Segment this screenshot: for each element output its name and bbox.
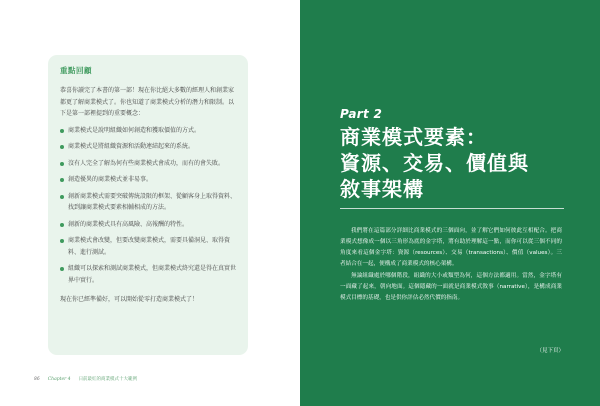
page-footer — [34, 376, 137, 382]
recap-box — [48, 55, 248, 355]
recap-bullet-text: 創新的商業模式具有高風險、高報酬的特性。 — [68, 220, 189, 228]
recap-bullet-list — [60, 125, 236, 287]
part-intro-body — [340, 226, 562, 305]
recap-bullet-text: 組織可以探索和測試商業模式，但商業模式終究還是得在真實世界中實行。 — [68, 265, 237, 284]
intro-paragraph: 無論組織處於哪個階段，組織的大小或類型為何，這個方法都適用。當然，金字塔有一面藏了起來，朝向地面。這個隱藏的一面就是商業模式敘事（narrative），是構成商業模式目標的基礎，也是供你評估必然代價的指南。 — [340, 273, 562, 301]
recap-bullet-text: 創造優異的商業模式並非易事。 — [68, 176, 153, 183]
recap-bullet — [60, 174, 236, 186]
recap-bullet-text: 創新商業模式需要突破傳統設限的框架、從顧客身上取得資料、找到讓商業模式要素相輔相成的方法。 — [68, 192, 237, 211]
chapter-title: 日前最紅的商業模式十大範例 — [78, 377, 138, 382]
bullet-dot-icon — [60, 195, 64, 199]
recap-bullet-text: 沒有人完全了解為何有些商業模式會成功，而有的會失敗。 — [68, 159, 225, 167]
title-divider — [340, 208, 564, 209]
recap-intro: 恭喜你讀完了本書的第一部！現在你比絕大多數的經理人和創業家都更了解商業模式了。你也知道了商業模式分析的潛力和限制。以下是第一部裡提到的重要概念： — [60, 87, 235, 117]
recap-bullet-text: 商業模式會改變，但要改變商業模式，需要具備洞見、取得資料、進行測試。 — [68, 237, 231, 256]
chapter-label: Chapter 4 — [47, 376, 71, 382]
recap-bullet — [60, 263, 236, 286]
bullet-dot-icon — [60, 267, 64, 271]
part-title-line: 敘事架構 — [340, 177, 424, 201]
page-number: 86 — [34, 376, 40, 382]
bullet-dot-icon — [60, 239, 64, 243]
recap-bullet — [60, 125, 236, 137]
bullet-dot-icon — [60, 129, 64, 133]
recap-bullet — [60, 191, 236, 214]
part-title — [340, 124, 580, 202]
recap-bullet — [60, 158, 236, 170]
bullet-dot-icon — [60, 223, 64, 227]
recap-bullet — [60, 235, 236, 258]
recap-bullet — [60, 141, 236, 153]
continued-note: （見下頁） — [536, 348, 564, 354]
recap-bullet-text: 商業模式是將組織資源和活動連結起來的系統。 — [68, 143, 195, 150]
recap-closing: 現在你已經準備好，可以開始從零打造商業模式了！ — [60, 296, 199, 303]
bullet-dot-icon — [60, 178, 64, 182]
bullet-dot-icon — [60, 162, 64, 166]
part-title-line: 商業模式要素： — [340, 125, 487, 149]
intro-paragraph: 我們將在這篇部分詳細比商業模式的三個面向，並了解它們如何彼此互相配合。把商業模式想像成一個以三角形為底的金字塔，將有助於理解這一點，而你可以從三個不同的角度來看這個金字塔：資源（resources）、交易（transactions）、價值（values）。三者結合在一起，便構成了商業模式的核心架構。 — [340, 228, 562, 267]
part-title-line: 資源、交易、價值與 — [340, 151, 529, 175]
right-page — [300, 0, 600, 406]
recap-bullet — [60, 219, 236, 231]
bullet-dot-icon — [60, 145, 64, 149]
recap-bullet-text: 商業模式是說明組織如何創造和獲取價值的方式。 — [68, 126, 201, 134]
part-label: Part 2 — [340, 107, 383, 121]
recap-title: 重點回顧 — [60, 66, 92, 75]
